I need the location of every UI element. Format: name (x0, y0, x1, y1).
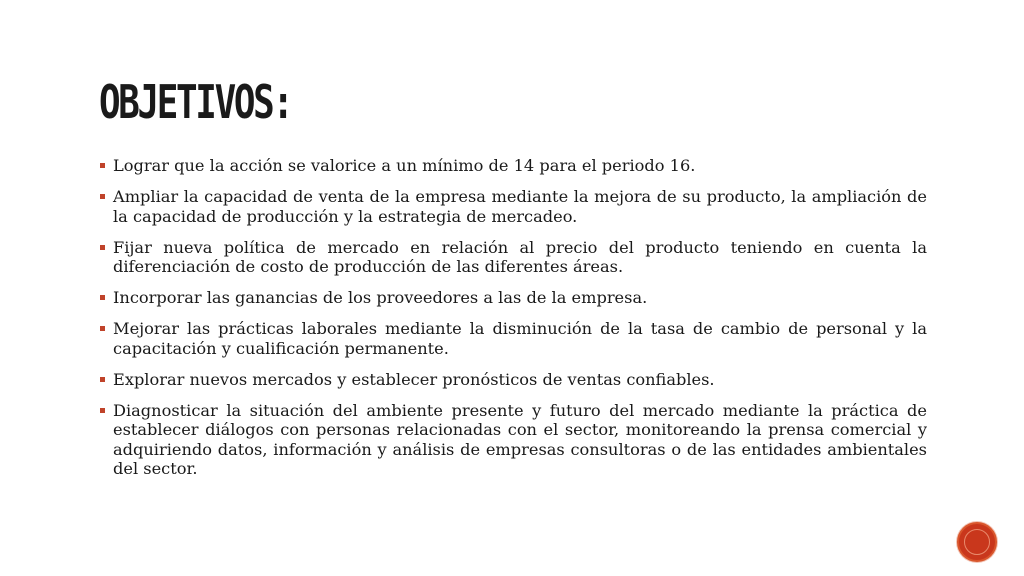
list-item (97, 401, 927, 479)
bullet-text: Mejorar las prácticas laborales mediante la disminución de la tasa de cambio de personal y la capacitación y cualificación permanente. (113, 319, 927, 358)
square-bullet-icon (100, 295, 105, 300)
bullet-text: Explorar nuevos mercados y establecer pronósticos de ventas confiables. (113, 369, 715, 389)
list-item (97, 319, 927, 358)
slide-title: OBJETIVOS: (99, 75, 292, 129)
list-item (97, 156, 927, 176)
square-bullet-icon (100, 326, 105, 331)
square-bullet-icon (100, 194, 105, 199)
list-item (97, 187, 927, 226)
circle-ring-icon (964, 529, 990, 555)
bullet-text: Diagnosticar la situación del ambiente presente y futuro del mercado mediante la práctica de establecer diálogos con personas relacionadas con el sector, monitoreando la prensa comercial y adquiriendo datos, información y análisis de empresas consultoras o de las entidades ambientales del sector. (113, 400, 927, 478)
bullet-text: Incorporar las ganancias de los proveedores a las de la empresa. (113, 288, 648, 307)
list-item (97, 238, 927, 277)
decorative-circle-icon (957, 522, 997, 562)
list-item (97, 370, 927, 390)
square-bullet-icon (100, 377, 105, 382)
square-bullet-icon (100, 245, 105, 250)
bullet-text: Lograr que la acción se valorice a un mínimo de 14 para el periodo 16. (113, 156, 696, 175)
objectives-list (97, 156, 927, 490)
square-bullet-icon (100, 163, 105, 168)
bullet-text: Fijar nueva política de mercado en relación al precio del producto teniendo en cuenta la diferenciación de costo de producción de las diferentes áreas. (113, 237, 927, 276)
list-item (97, 288, 927, 308)
bullet-text: Ampliar la capacidad de venta de la empresa mediante la mejora de su producto, la ampliación de la capacidad de producción y la estrategia de mercadeo. (113, 187, 927, 226)
square-bullet-icon (100, 408, 105, 413)
